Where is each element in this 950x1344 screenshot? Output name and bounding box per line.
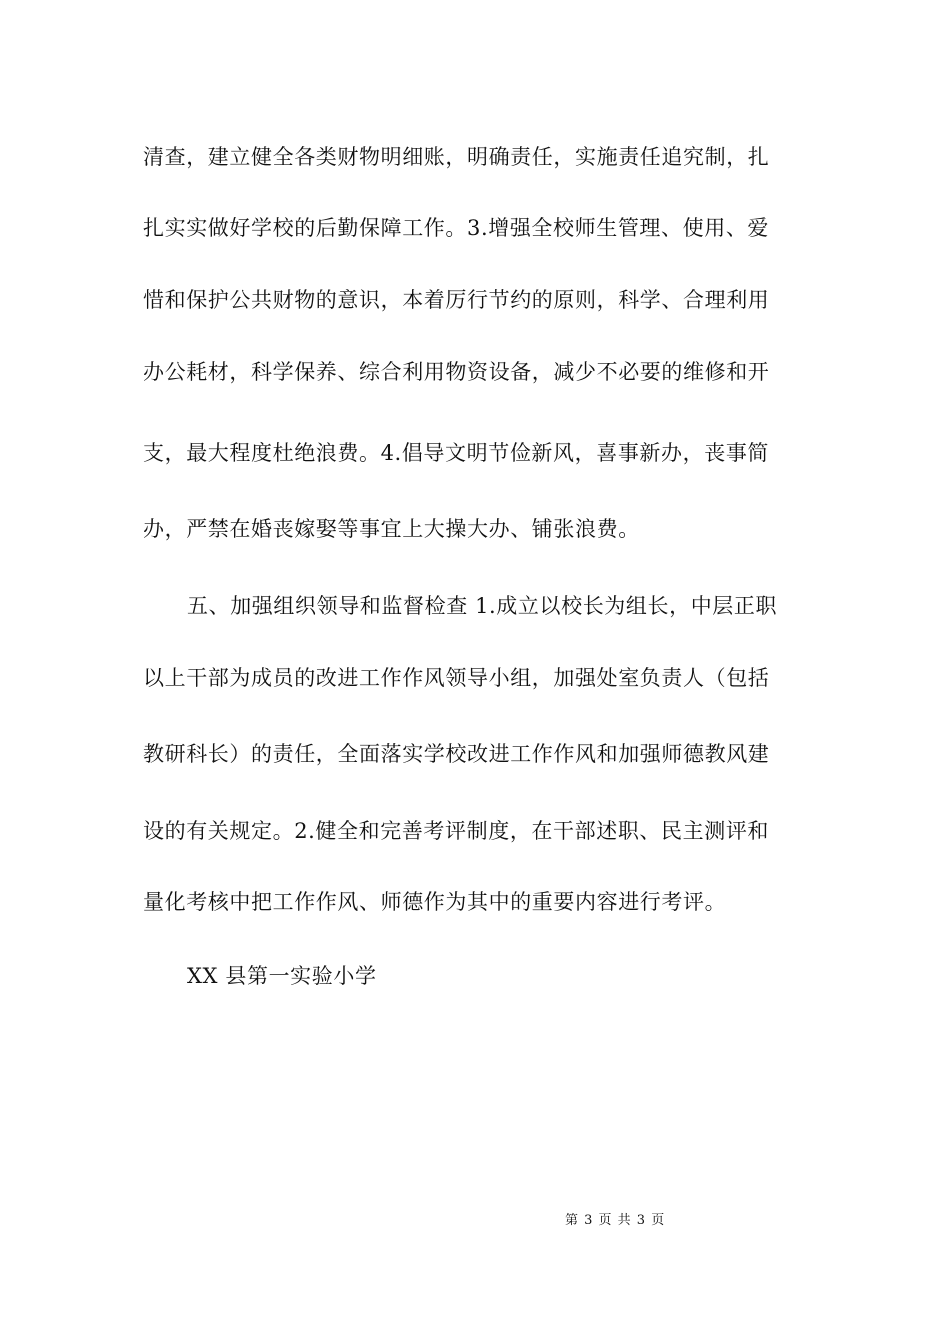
signature: XX 县第一实验小学 [187,964,377,988]
paragraph-1-line-2: 扎实实做好学校的后勤保障工作。3.增强全校师生管理、使用、爱 [143,216,770,240]
page-number: 第 3 页 共 3 页 [565,1213,666,1228]
paragraph-1-line-5: 支，最大程度杜绝浪费。4.倡导文明节俭新风，喜事新办，丧事简 [143,441,770,465]
paragraph-2-line-3: 教研科长）的责任，全面落实学校改进工作作风和加强师德教风建 [143,742,770,766]
paragraph-1-line-4: 办公耗材，科学保养、综合利用物资设备，减少不必要的维修和开 [143,360,770,384]
paragraph-2-line-1: 五、加强组织领导和监督检查 1.成立以校长为组长，中层正职 [187,594,778,618]
paragraph-2-line-5: 量化考核中把工作作风、师德作为其中的重要内容进行考评。 [143,890,727,914]
paragraph-1-line-6: 办，严禁在婚丧嫁娶等事宜上大操大办、铺张浪费。 [143,517,640,541]
paragraph-2-line-4: 设的有关规定。2.健全和完善考评制度，在干部述职、民主测评和 [143,819,770,843]
paragraph-1-line-3: 惜和保护公共财物的意识，本着厉行节约的原则，科学、合理利用 [143,288,770,312]
paragraph-1-line-1: 清查，建立健全各类财物明细账，明确责任，实施责任追究制，扎 [143,145,770,169]
paragraph-2-line-2: 以上干部为成员的改进工作作风领导小组，加强处室负责人（包括 [143,666,770,690]
